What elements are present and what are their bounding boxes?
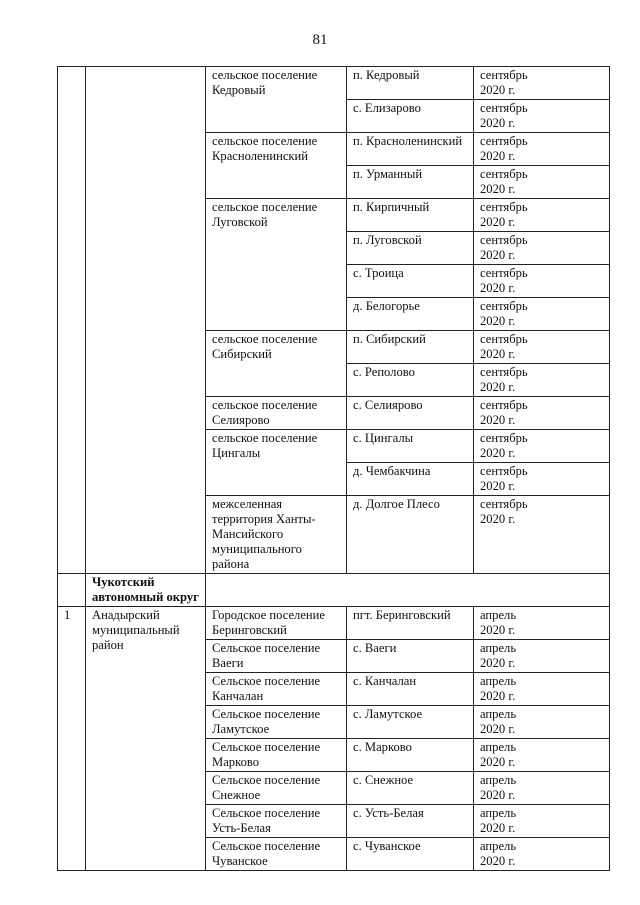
census-date-cell [474, 364, 610, 397]
locality-cell: д. Чембакчина [347, 463, 474, 496]
locality-cell: п. Красноленинский [347, 133, 474, 166]
census-month: апрель [480, 707, 517, 721]
census-date-cell [474, 430, 610, 463]
census-month: сентябрь [480, 101, 528, 115]
census-month: апрель [480, 806, 517, 820]
settlement-cell: Сельское поселение Канчалан [206, 673, 347, 706]
locality-cell: с. Селиярово [347, 397, 474, 430]
census-year: 2020 г. [480, 512, 516, 526]
census-year: 2020 г. [480, 116, 516, 130]
census-month: сентябрь [480, 200, 528, 214]
census-year: 2020 г. [480, 215, 516, 229]
settlement-cell: Сельское поселение Марково [206, 739, 347, 772]
settlement-cell: Сельское поселение Усть-Белая [206, 805, 347, 838]
census-date-cell [474, 166, 610, 199]
census-year: 2020 г. [480, 413, 516, 427]
census-month: сентябрь [480, 299, 528, 313]
census-date-cell [474, 706, 610, 739]
census-year: 2020 г. [480, 854, 516, 868]
settlement-census-table [57, 66, 610, 871]
census-year: 2020 г. [480, 149, 516, 163]
settlement-cell: Сельское поселение Ваеги [206, 640, 347, 673]
settlement-cell: Сельское поселение Ламутское [206, 706, 347, 739]
census-month: апрель [480, 740, 517, 754]
settlement-cell: Городское поселение Беринговский [206, 607, 347, 640]
census-date-cell [474, 805, 610, 838]
locality-cell: с. Усть-Белая [347, 805, 474, 838]
census-month: сентябрь [480, 431, 528, 445]
census-year: 2020 г. [480, 656, 516, 670]
locality-cell: с. Ваеги [347, 640, 474, 673]
census-year: 2020 г. [480, 83, 516, 97]
locality-cell: д. Долгое Плесо [347, 496, 474, 574]
census-year: 2020 г. [480, 689, 516, 703]
region-row [58, 574, 610, 607]
table-body [58, 67, 610, 871]
census-month: сентябрь [480, 497, 528, 511]
settlement-cell: сельское поселение Сибирский [206, 331, 347, 397]
settlement-cell: сельское поселение Селиярово [206, 397, 347, 430]
census-date-cell [474, 265, 610, 298]
census-date-cell [474, 463, 610, 496]
census-date-cell [474, 397, 610, 430]
census-date-cell [474, 298, 610, 331]
census-date-cell [474, 838, 610, 871]
census-month: апрель [480, 608, 517, 622]
census-date-cell [474, 739, 610, 772]
census-month: сентябрь [480, 332, 528, 346]
table-row [58, 67, 610, 100]
census-year: 2020 г. [480, 479, 516, 493]
census-month: сентябрь [480, 134, 528, 148]
locality-cell: п. Кирпичный [347, 199, 474, 232]
page-number: 81 [312, 32, 328, 48]
census-year: 2020 г. [480, 623, 516, 637]
row-number-cell: 1 [58, 607, 86, 871]
locality-cell: п. Кедровый [347, 67, 474, 100]
locality-cell: п. Луговской [347, 232, 474, 265]
census-date-cell [474, 607, 610, 640]
settlement-cell: сельское поселение Красноленинский [206, 133, 347, 199]
settlement-cell: сельское поселение Цингалы [206, 430, 347, 496]
census-year: 2020 г. [480, 446, 516, 460]
census-month: сентябрь [480, 68, 528, 82]
census-date-cell [474, 496, 610, 574]
census-month: апрель [480, 839, 517, 853]
settlement-cell: Сельское поселение Чуванское [206, 838, 347, 871]
locality-cell: с. Реполово [347, 364, 474, 397]
census-month: сентябрь [480, 167, 528, 181]
census-date-cell [474, 640, 610, 673]
census-date-cell [474, 100, 610, 133]
census-year: 2020 г. [480, 722, 516, 736]
locality-cell: с. Канчалан [347, 673, 474, 706]
census-date-cell [474, 133, 610, 166]
table-row [58, 607, 610, 640]
locality-cell: с. Троица [347, 265, 474, 298]
settlement-cell: Сельское поселение Снежное [206, 772, 347, 805]
census-date-cell [474, 199, 610, 232]
census-date-cell [474, 673, 610, 706]
district-cell: Анадырский муниципальный район [86, 607, 206, 871]
census-year: 2020 г. [480, 380, 516, 394]
settlement-cell: сельское поселение Кедровый [206, 67, 347, 133]
locality-cell: п. Урманный [347, 166, 474, 199]
census-month: сентябрь [480, 464, 528, 478]
settlement-cell: сельское поселение Луговской [206, 199, 347, 331]
census-year: 2020 г. [480, 248, 516, 262]
locality-cell: с. Снежное [347, 772, 474, 805]
census-month: сентябрь [480, 398, 528, 412]
census-year: 2020 г. [480, 314, 516, 328]
census-month: апрель [480, 674, 517, 688]
census-year: 2020 г. [480, 788, 516, 802]
census-month: сентябрь [480, 365, 528, 379]
district-cell [86, 67, 206, 574]
census-month: сентябрь [480, 233, 528, 247]
locality-cell: с. Ламутское [347, 706, 474, 739]
locality-cell: пгт. Беринговский [347, 607, 474, 640]
locality-cell: с. Чуванское [347, 838, 474, 871]
locality-cell: д. Белогорье [347, 298, 474, 331]
region-name: Чукотский автономный округ [86, 574, 206, 607]
row-number-cell [58, 67, 86, 574]
region-number-cell [58, 574, 86, 607]
settlement-cell: межселенная территория Ханты-Мансийского муниципального района [206, 496, 347, 574]
census-year: 2020 г. [480, 347, 516, 361]
census-date-cell [474, 232, 610, 265]
region-empty-cell [206, 574, 610, 607]
census-year: 2020 г. [480, 182, 516, 196]
census-month: апрель [480, 641, 517, 655]
locality-cell: с. Елизарово [347, 100, 474, 133]
census-year: 2020 г. [480, 821, 516, 835]
locality-cell: с. Цингалы [347, 430, 474, 463]
locality-cell: п. Сибирский [347, 331, 474, 364]
census-date-cell [474, 67, 610, 100]
census-date-cell [474, 331, 610, 364]
census-year: 2020 г. [480, 755, 516, 769]
census-month: апрель [480, 773, 517, 787]
census-date-cell [474, 772, 610, 805]
census-month: сентябрь [480, 266, 528, 280]
census-year: 2020 г. [480, 281, 516, 295]
locality-cell: с. Марково [347, 739, 474, 772]
